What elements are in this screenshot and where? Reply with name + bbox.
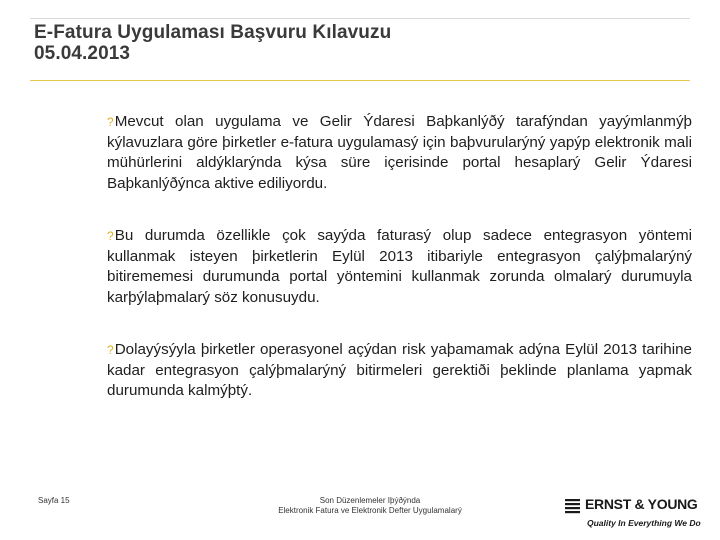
bullet-icon: ? xyxy=(107,115,114,129)
slide-title-line1: E-Fatura Uygulaması Başvuru Kılavuzu xyxy=(34,22,392,43)
footer-caption-line1: Son Düzenlemeler Iþýðýnda xyxy=(319,496,421,505)
company-logo xyxy=(565,496,701,530)
top-divider xyxy=(30,18,690,19)
logo-name: ERNST & YOUNG xyxy=(585,496,698,512)
paragraph-3 xyxy=(107,340,692,402)
bullet-icon: ? xyxy=(107,229,114,243)
logo-tagline: Quality In Everything We Do xyxy=(587,518,701,528)
footer-caption xyxy=(250,496,490,516)
paragraph-text: Bu durumda özellikle çok sayýda faturasý olup sadece entegrasyon yöntemi kullanmak isteyen þirketlerin Eylül 2013 itibariyle entegrasyon çalýþmalarýný bitirememesi durumunda portal yöntemini kullanmak zorunda olmalarý durumuyla karþýlaþmalarý söz konusuydu. xyxy=(107,227,692,306)
paragraph-text: Mevcut olan uygulama ve Gelir Ýdaresi Baþkanlýðý tarafýndan yayýmlanmýþ kýlavuzlara göre þirketler e-fatura uygulamasý için baþvurularýný yapýp elektronik mali mühürlerini aldýklarýnda kýsa süre içerisinde portal hesaplarý Gelir Ýdaresi Baþkanlýðýnca aktive ediliyordu. xyxy=(107,113,692,192)
page-number: Sayfa 15 xyxy=(38,496,70,505)
logo-mark-icon xyxy=(565,498,581,514)
slide-title xyxy=(34,22,674,64)
paragraph-2 xyxy=(107,226,692,308)
footer-caption-line2: Elektronik Fatura ve Elektronik Defter Uygulamalarý xyxy=(278,506,462,515)
paragraph-1 xyxy=(107,112,692,194)
title-divider xyxy=(30,80,690,81)
bullet-icon: ? xyxy=(107,343,114,357)
paragraph-text: Dolayýsýyla þirketler operasyonel açýdan risk yaþamamak adýna Eylül 2013 tarihine kadar entegrasyon çalýþmalarýný bitirmeleri gerektiði þeklinde planlama yapmak durumunda kalmýþtý. xyxy=(107,341,692,399)
slide-title-line2: 05.04.2013 xyxy=(34,43,131,64)
body-content xyxy=(107,112,692,434)
